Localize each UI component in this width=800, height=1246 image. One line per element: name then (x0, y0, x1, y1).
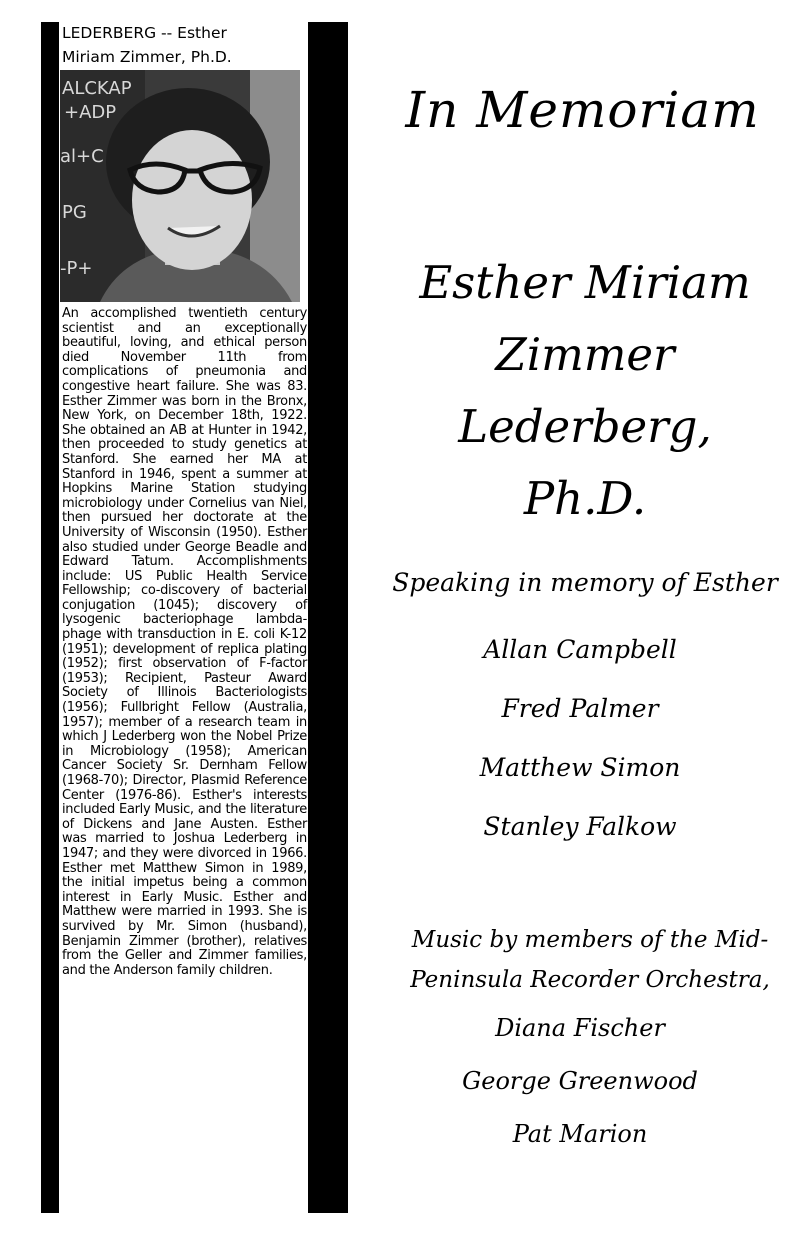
chalkboard-text: al+C (60, 146, 104, 167)
speaker-name: Allan Campbell (483, 635, 677, 664)
music-heading-line: Music by members of the Mid- (411, 927, 769, 953)
musicians-list (420, 1002, 740, 1161)
honoree-name-line: Esther Miriam (419, 256, 751, 309)
speakers-list (420, 620, 740, 856)
chalkboard-text: PG (62, 202, 87, 223)
speaker-name: Matthew Simon (479, 753, 681, 782)
musician-name: Diana Fischer (495, 1014, 665, 1042)
obituary-heading-line: Miriam Zimmer, Ph.D. (62, 48, 232, 66)
music-heading (400, 920, 780, 1000)
music-heading-line: Peninsula Recorder Orchestra, (410, 967, 770, 993)
speaker-name: Fred Palmer (501, 694, 659, 723)
obituary-body: An accomplished twentieth century scientist and an exceptionally beautiful, loving, and ethical person died November 11th from complications of pneumonia and congestive heart failure. She was 83. Esther Zimmer was born in the Bronx, New York, on December 18th, 1922. She obtained an AB at Hunter in 1942, then proceeded to study genetics at Stanford. She earned her MA at Stanford in 1946, spent a summer at Hopkins Marine Station studying microbiology under Cornelius van Niel, then pursued her doctorate at the University of Wisconsin (1950). Esther also studied under George Beadle and Edward Tatum. Accomplishments include: US Public Health Service Fellowship; co-discovery of bacterial conjugation (1045); discovery of lysogenic bacteriophage lambda-phage with transduction in E. coli K-12 (1951); development of replica plating (1952); first observation of F-factor (1953); Recipient, Pasteur Award Society of Illinois Bacteriologists (1956); Fullbright Fellow (Australia, 1957); member of a research team in which J Lederberg won the Nobel Prize in Microbiology (1958); American Cancer Society Sr. Dernham Fellow (1968-70); Director, Plasmid Reference Center (1976-86). Esther's interests included Early Music, and the literature of Dickens and Jane Austen. Esther was married to Joshua Lederberg in 1947; and they were divorced in 1966. Esther met Matthew Simon in 1989, the initial impetus being a common interest in Early Music. Esther and Matthew were married in 1993. She is survived by Mr. Simon (husband), Benjamin Zimmer (brother), relatives from the Geller and Zimmer families, and the Anderson family children. (62, 306, 307, 978)
portrait-photo-icon (60, 70, 300, 302)
speakers-heading: Speaking in memory of Esther (392, 568, 778, 597)
honoree-name-line: Lederberg, (458, 400, 712, 453)
program-title: In Memoriam (405, 81, 760, 139)
portrait-photo-icon-drawing (60, 70, 300, 302)
honoree-name (395, 247, 775, 535)
honoree-name-line: Zimmer (495, 328, 675, 381)
speaker-name: Stanley Falkow (483, 812, 677, 841)
obituary-heading-line: LEDERBERG -- Esther (62, 24, 227, 42)
chalkboard-text: ALCKAP (62, 78, 132, 99)
chalkboard-text: -P+ (60, 258, 93, 279)
obituary-heading (62, 21, 308, 69)
musician-name: Pat Marion (512, 1120, 648, 1148)
honoree-name-line: Ph.D. (523, 472, 647, 525)
musician-name: George Greenwood (462, 1067, 698, 1095)
chalkboard-text: +ADP (64, 102, 117, 123)
